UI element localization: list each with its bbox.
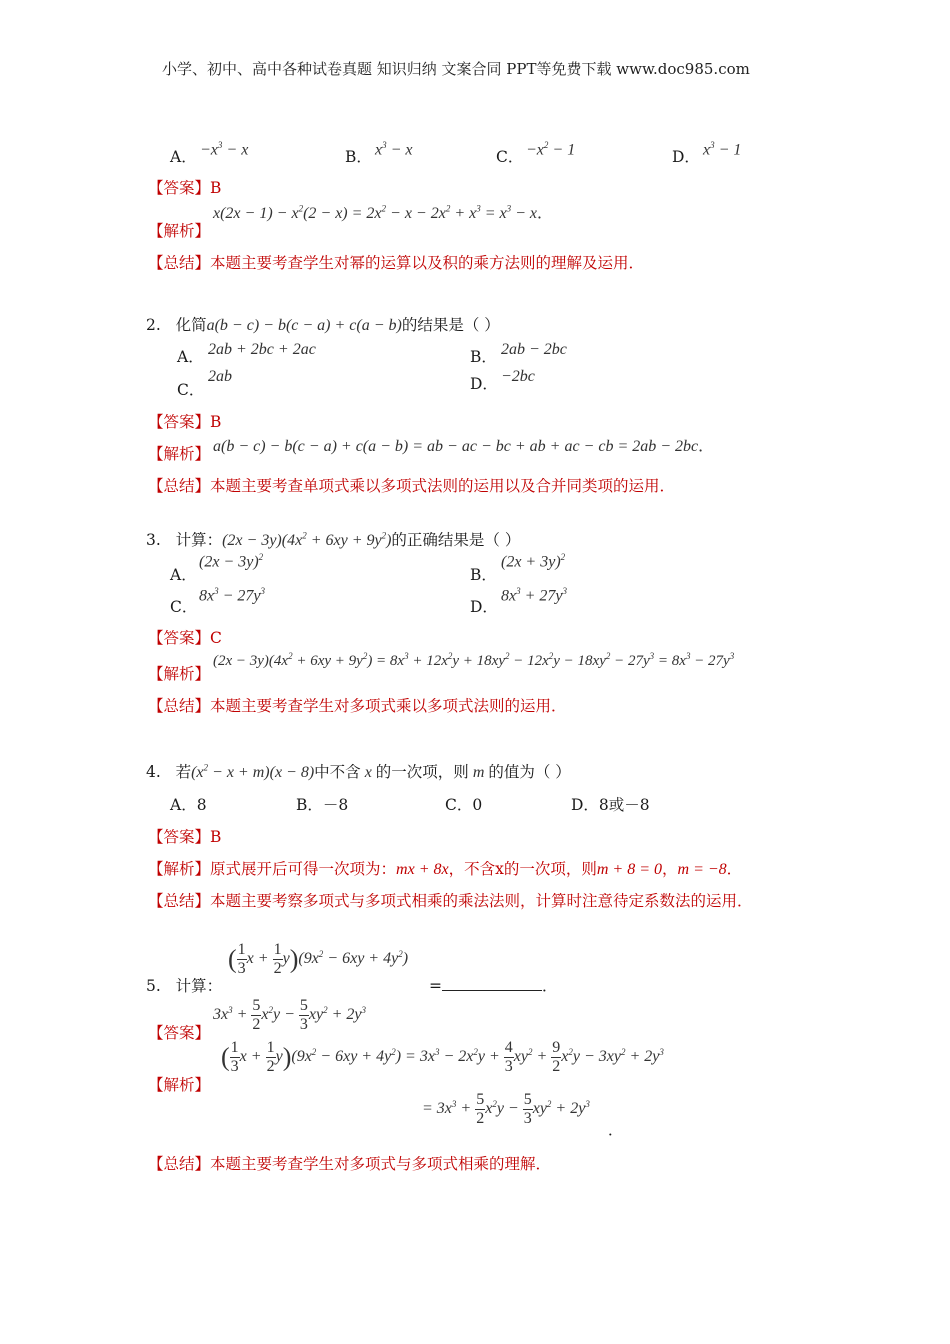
q3-answer: 【答案】C [148, 629, 222, 647]
q3-analysis-expr: $(2x - 3y)(4x^2 + 6xy + 9y^2) = 8x^3 + 12x^2y + 18xy^2 - 12x^2y - 18xy^2 - 27y^3 = 8x^3 - 27y^3$ [213, 651, 735, 669]
q1-option-b: B． [345, 148, 372, 166]
q3-option-a-expr: $(2x - 3y)^2$ [199, 552, 264, 571]
q3-analysis: 【解析】 [148, 665, 211, 683]
q1-option-a-expr: $-x^3 - x$ [200, 140, 249, 159]
q3-option-d: D． [470, 598, 498, 616]
q2-option-b: B． [470, 348, 497, 366]
q2-summary: 【总结】本题主要考查单项式乘以多项式法则的运用以及合并同类项的运用． [148, 477, 676, 495]
q2-option-d-expr: −2bc [501, 368, 535, 385]
q5-analysis-period: ． [608, 1121, 624, 1139]
q1-option-d: D． [672, 148, 700, 166]
q4-option-d: D．8或－8 [571, 796, 650, 814]
q2-analysis-expr: a(b − c) − b(c − a) + c(a − b) = ab − ac − bc + ab + ac − cb = 2ab − 2bc． [213, 438, 715, 455]
q3-option-b-expr: $(2x + 3y)^2$ [501, 552, 566, 571]
q1-analysis-expr: $x(2x - 1) - x^2(2 - x) = 2x^2 - x - 2x^2 + x^3 = x^3 - x$． [213, 203, 554, 222]
q2-answer: 【答案】B [148, 413, 222, 431]
q4-summary: 【总结】本题主要考察多项式与多项式相乘的乘法法则，计算时注意待定系数法的运用． [148, 892, 753, 910]
q3-summary: 【总结】本题主要考查学生对多项式乘以多项式法则的运用． [148, 697, 567, 715]
q2-option-b-expr: 2ab − 2bc [501, 341, 567, 358]
q1-option-b-expr: $x^3 - x$ [375, 140, 413, 159]
q2-option-d: D． [470, 375, 498, 393]
q5-analysis-tag: 【解析】 [148, 1076, 211, 1094]
q5-answer-blank: = ． [429, 977, 558, 995]
q4-option-a: A．8 [170, 796, 207, 814]
q5-analysis-expr-line1: ( $\frac{1}{3}$ x + $\frac{1}{2}$ $y)(9x^2 - 6xy + 4y^2) = 3x^3 - 2x^2y$ + $\frac{4}{3}$ $xy^2$ + $\frac{9}{2}$ $x^2y - 3xy^2 + 2y^3$ [221, 1039, 664, 1075]
q2-stem: 2. 化简a(b − c) − b(c − a) + c(a − b)的结果是（ ） [146, 316, 500, 334]
q2-option-c-expr: 2ab [208, 368, 232, 385]
q1-option-c-expr: $-x^2 - 1$ [526, 140, 576, 159]
q1-option-a: A． [170, 148, 197, 166]
q5-summary: 【总结】本题主要考查学生对多项式与多项式相乘的理解． [148, 1155, 552, 1173]
q1-summary: 【总结】本题主要考查学生对幂的运算以及积的乘方法则的理解及运用． [148, 254, 645, 272]
q3-option-d-expr: $8x^3 + 27y^3$ [501, 586, 568, 605]
q5-answer-expr: $3x^3$ + $\frac{5}{2}$ $x^2y$ − $\frac{5}{3}$ $xy^2 + 2y^3$ [213, 997, 367, 1033]
q3-option-c: C． [170, 598, 198, 616]
q1-answer: 【答案】B [148, 179, 222, 197]
q4-answer: 【答案】B [148, 828, 222, 846]
q3-option-c-expr: $8x^3 - 27y^3$ [199, 586, 266, 605]
q3-option-b: B． [470, 566, 497, 584]
q4-stem: 4. 若$(x^2 - x + m)(x - 8)$中不含 x 的一次项，则 m 的值为（ ） [146, 762, 571, 781]
q1-option-d-expr: $x^3 - 1$ [703, 140, 742, 159]
q3-option-a: A． [170, 566, 197, 584]
q3-stem: 3. 计算：$(2x - 3y)(4x^2 + 6xy + 9y^2)$的正确结果是（ ） [146, 530, 521, 549]
q2-analysis: 【解析】 [148, 445, 211, 463]
q1-option-c: C． [496, 148, 524, 166]
q4-analysis: 【解析】原式展开后可得一次项为：mx + 8x，不含x的一次项，则m + 8 = 0，m = −8． [148, 860, 743, 878]
q5-stem: 5. 计算： [146, 977, 223, 995]
q5-stem-expr: ( $\frac{1}{3}$ x + $\frac{1}{2}$ $y)(9x^2 - 6xy + 4y^2)$ [228, 941, 409, 977]
page-header: 小学、初中、高中各种试卷真题 知识归纳 文案合同 PPT等免费下载 www.doc985.com [162, 60, 750, 78]
q5-analysis-expr-line2: = $3x^3$ + $\frac{5}{2}$ $x^2y$ − $\frac{5}{3}$ $xy^2 + 2y^3$ [422, 1091, 590, 1127]
q4-option-c: C．0 [445, 796, 483, 814]
q2-option-c: C． [177, 381, 205, 399]
q1-analysis: 【解析】 [148, 222, 211, 240]
q5-answer-tag: 【答案】 [148, 1024, 211, 1042]
q2-option-a: A． [177, 348, 204, 366]
q4-option-b: B．－8 [296, 796, 349, 814]
q2-option-a-expr: 2ab + 2bc + 2ac [208, 341, 316, 358]
